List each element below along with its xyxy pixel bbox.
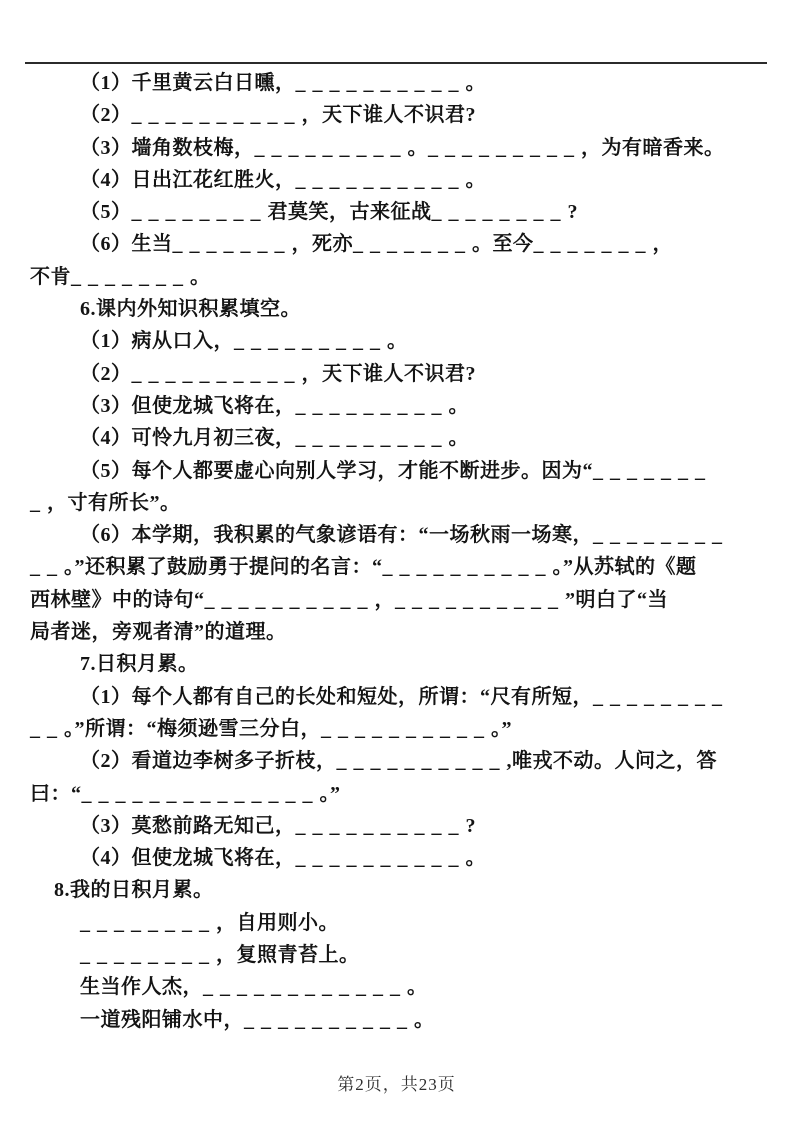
text-segment: 。至今 [472, 233, 534, 256]
fill-in-blank: _______ [71, 265, 190, 288]
text-segment: 不肯 [30, 265, 71, 288]
fill-in-blank: _________ [295, 427, 449, 450]
text-segment: 。 [387, 330, 408, 353]
text-segment: 。 [407, 976, 428, 999]
text-segment: （4）日出江花红胜火， [80, 168, 296, 191]
header-divider-line [25, 62, 767, 64]
text-line [30, 519, 770, 551]
text-segment: 。” [491, 717, 512, 740]
text-segment: ，复照青苔上。 [216, 944, 360, 967]
fill-in-blank: ________ [80, 944, 216, 967]
text-segment: 。 [448, 427, 469, 450]
fill-in-blank: __ [30, 556, 64, 579]
fill-in-blank: __________ [295, 847, 466, 870]
text-segment: （4）可怜九月初三夜， [80, 427, 296, 450]
text-line [30, 325, 770, 357]
text-segment: 6.课内外知识积累填空。 [80, 298, 301, 321]
fill-in-blank: __________ [131, 362, 302, 385]
text-segment: 。 [448, 394, 469, 417]
text-segment: 。 [407, 136, 428, 159]
fill-in-blank: __________ [131, 104, 302, 127]
text-line [30, 681, 770, 713]
fill-in-blank: __________ [244, 1008, 414, 1031]
fill-in-blank: ________ [593, 685, 729, 708]
text-segment: 。 [465, 72, 486, 94]
text-segment: 。 [465, 847, 486, 870]
fill-in-blank: _ [30, 491, 47, 514]
text-line [30, 164, 770, 196]
text-segment: ， [374, 588, 395, 611]
fill-in-blank: ________ [593, 524, 729, 547]
fill-in-blank: _________ [254, 136, 408, 159]
text-line [30, 67, 770, 99]
text-segment: 一道残阳铺水中， [80, 1008, 244, 1031]
text-line [30, 196, 770, 228]
text-segment: 8.我的日积月累。 [54, 879, 214, 902]
text-line [30, 551, 770, 583]
text-line [30, 261, 770, 293]
text-segment: （2） [80, 362, 132, 385]
text-line [30, 648, 770, 680]
text-line [30, 584, 770, 616]
fill-in-blank: _______ [533, 233, 653, 256]
text-line [30, 1004, 770, 1036]
fill-in-blank: __________ [295, 72, 466, 94]
text-line [30, 358, 770, 390]
text-line [30, 745, 770, 777]
text-segment: ，寸有所长”。 [47, 491, 181, 514]
text-segment: （5）每个人都要虚心向别人学习，才能不断进步。因为“ [80, 459, 593, 482]
text-segment: ，天下谁人不识君? [301, 104, 476, 127]
text-segment: 。”从苏轼的《题 [552, 556, 697, 579]
text-segment: （4）但使龙城飞将在， [80, 847, 296, 870]
fill-in-blank: __________ [295, 168, 466, 191]
text-segment: （6）本学期，我积累的气象谚语有：“一场秋雨一场寒， [80, 524, 593, 547]
fill-in-blank: __________ [204, 588, 375, 611]
text-segment: ，天下谁人不识君? [301, 362, 476, 385]
text-segment: 。”还积累了鼓励勇于提问的名言：“ [64, 556, 383, 579]
text-segment: （1）千里黄云白日曛， [80, 72, 296, 94]
text-segment: 。 [414, 1008, 435, 1031]
text-segment: 7.日积月累。 [80, 653, 199, 676]
text-segment: （3）但使龙城飞将在， [80, 394, 296, 417]
text-segment: （6）生当 [80, 233, 173, 256]
text-segment: 。”所谓：“梅须逊雪三分白， [64, 717, 321, 740]
text-segment: （2）看道边李树多子折枝， [80, 750, 337, 773]
text-line [30, 487, 770, 519]
text-segment: 。 [465, 168, 486, 191]
text-segment: ? [465, 814, 476, 837]
fill-in-blank: _________ [428, 136, 581, 159]
text-segment: ，为有暗香来。 [581, 136, 725, 159]
text-line [30, 228, 770, 260]
text-line [30, 810, 770, 842]
fill-in-blank: __________ [382, 556, 553, 579]
fill-in-blank: __________ [321, 717, 491, 740]
text-segment: 君莫笑，古来征战 [267, 201, 432, 224]
text-segment: ，死亦 [291, 233, 353, 256]
fill-in-blank: __________ [295, 814, 466, 837]
fill-in-blank: ______________ [81, 782, 320, 805]
text-line [30, 842, 770, 874]
fill-in-blank: __ [30, 717, 64, 740]
text-segment: 西林壁》中的诗句“ [30, 588, 205, 611]
text-line [30, 422, 770, 454]
fill-in-blank: ________ [431, 201, 568, 224]
text-segment: 。” [319, 782, 341, 805]
text-line [30, 390, 770, 422]
text-line [30, 907, 770, 939]
text-segment: ? [567, 201, 578, 224]
text-segment: （5） [80, 201, 132, 224]
text-line [30, 616, 770, 648]
text-segment: ，自用则小。 [216, 911, 339, 934]
text-segment: （3）墙角数枝梅， [80, 136, 255, 159]
fill-in-blank: ____________ [203, 976, 407, 999]
fill-in-blank: ________ [80, 911, 216, 934]
fill-in-blank: ________ [131, 201, 268, 224]
text-segment: （2） [80, 104, 132, 127]
fill-in-blank: _______ [593, 459, 712, 482]
fill-in-blank: __________ [395, 588, 565, 611]
page-number-footer: 第2页，共23页 [337, 1075, 456, 1094]
fill-in-blank: _________ [295, 394, 449, 417]
text-segment: （3）莫愁前路无知己， [80, 814, 296, 837]
text-line [30, 132, 770, 164]
text-segment: ， [652, 233, 673, 256]
text-line [30, 939, 770, 971]
text-segment: ”明白了“当 [565, 588, 668, 611]
text-line [30, 455, 770, 487]
text-segment: （1）病从口入， [80, 330, 234, 353]
text-line [30, 778, 770, 810]
fill-in-blank: _______ [353, 233, 472, 256]
text-line [30, 713, 770, 745]
fill-in-blank: _________ [234, 330, 387, 353]
text-line [30, 971, 770, 1003]
worksheet-body [30, 67, 770, 1036]
text-segment: （1）每个人都有自己的长处和短处，所谓：“尺有所短， [80, 685, 593, 708]
text-segment: 。 [190, 265, 211, 288]
text-line [30, 99, 770, 131]
text-line [30, 293, 770, 325]
fill-in-blank: _______ [172, 233, 292, 256]
text-segment: 曰：“ [30, 782, 82, 805]
fill-in-blank: __________ [336, 750, 507, 773]
text-segment: 局者迷，旁观者清”的道理。 [30, 621, 287, 644]
text-line [30, 874, 770, 906]
text-segment: ,唯戎不动。人问之，答 [506, 750, 717, 773]
text-segment: 生当作人杰， [80, 976, 203, 999]
